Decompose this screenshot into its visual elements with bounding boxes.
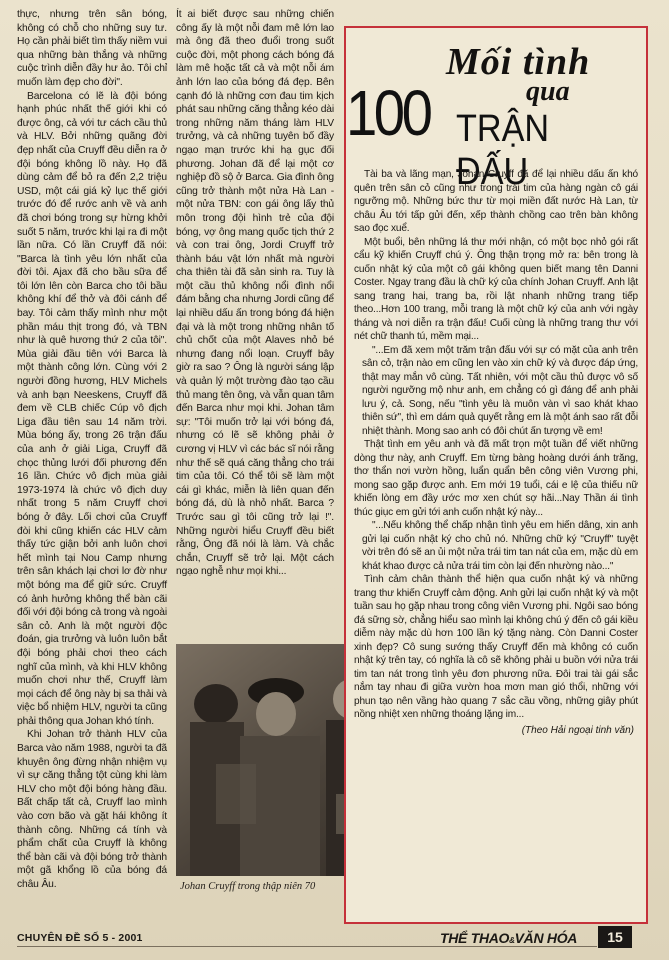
- paragraph: thực, nhưng trên sân bóng, không có chỗ cho những suy tư. Họ cần phải biết tìm thấy niềm vui qua những bàn thắng và những cuộc trình diễn đầy hư ảo. Tôi chỉ muốn làm đẹp cho đời".: [17, 9, 168, 88]
- title-word: TRẬN ĐẤU: [456, 108, 550, 193]
- title-line-2: qua: [526, 76, 570, 107]
- paragraph: "...Nếu không thể chấp nhận tình yêu em hiến dâng, xin anh gửi lại cuốn nhật ký cho chủ nó. Những chữ ký "Cruyff" tuyệt vời trên đó sẽ an ủi một nửa trái tim tan nát của em, mặc dù em khát khao được cả nửa trái tim còn lại đến nhường nào...": [362, 520, 638, 572]
- page-footer: [0, 924, 669, 954]
- paragraph: Một buổi, bên những lá thư mới nhận, có một bọc nhỏ gói rất cẩu kỹ khiến Cruyff chú ý. Ông thận trọng mở ra: bên trong là cuốn nhật ký của một cô gái không quen biết mang tên Danni Coster. Ngay trang đầu là chữ ký của chính Johan Cruyff. Anh lật sang trang hai, trang ba, rồi lật nhanh những trang tiếp theo...Hơn 100 trang, mỗi trang là một chữ ký của anh với ngày tháng và nơi diễn ra trận đấu! Cuối cùng là những trang thư với nét chữ thanh tú, mềm mại...: [354, 236, 638, 342]
- paragraph: "...Em đã xem một trăm trận đấu với sự có mặt của anh trên sân cỏ, trận nào em cũng len vào xin chữ ký và được đáp ứng, thật may mắn vô cùng. Tất nhiên, với một cầu thủ được vô số người ngưỡng mộ như anh, em chẳng có gì đáng để anh phải lưu ý, cả. Song, nếu "tình yêu là muôn vàn vì sao khát khao thiên sứ", thì em dám quả quyết rằng em là một ánh sao rất đỗi nhiệt thành. Mong sao anh có đôi chút ấn tượng về em!: [362, 344, 638, 437]
- paragraph: Tài ba và lãng mạn, Johan Cruyff đã để lại nhiều dấu ấn khó quên trên sân cỏ cũng như trong trái tim của hàng ngàn cô gái ngưỡng mộ. Những bức thư từ mọi miền đất nước Hà Lan, từ châu Âu tới tấp gửi đến, xếp thành chồng cao trên bàn không sao đọc xuể.: [354, 169, 638, 234]
- photo-caption: Johan Cruyff trong thập niên 70: [180, 881, 316, 892]
- paragraph: Thật tình em yêu anh và đã mất trọn một tuần để viết những dòng thư này, anh Cruyff. Em từng bàng hoàng dưới ánh trăng, thơ thẩn nơi vườn hồng, luẩn quẩn bên công viên Vương phi, mong sao gặp được anh. Em mới 19 tuổi, cái e lệ của thiếu nữ khiến lòng em đầy ước mơ xen chút sợ hãi...Nay Thần ái tình thúc giục em gửi tới anh cuốn nhật ký này...: [354, 439, 638, 518]
- issue-label: CHUYÊN ĐỀ SỐ 5 - 2001: [17, 932, 143, 944]
- paragraph: Barcelona có lẽ là đội bóng hạnh phúc nhất thế giới khi có được ông, cả với tư cách cầu thủ và HLV. Bởi những quãng đời đẹp nhất của Cruyff đều diễn ra ở đội bóng không lồ này. Họ đã dùng cảm để bỏ ra đến 2,2 triệu USD, một cái giá kỷ lục thế giới trước đó để rước anh về và anh đã chơi bóng trong sự hừng khởi suốt 5 năm, trước khi lại ra đi một lần nữa. Có lần Cruyff đã nói: "Barca là tình yêu lớn nhất của đời tôi. Ajax đã cho bầu sữa để tôi lớn lên còn Barca cho tôi bầu không khí để thở và đôi cánh để bay. Tôi cảm thấy mình như một phần máu thịt trong đó, và TBN như là quê hương thứ 2 của tôi". Mùa giải đầu tiên với Barca là một thành công lớn. Cùng với 2 người đồng hương, HLV Michels và anh bạn Neeskens, Cruyff đã đem về CLB chiếc Cúp vô địch Liga đầu tiên sau 14 năm trời. Mùa bóng ấy, trong 26 trận đấu của anh ở giải Liga, Cruyff đã chọc thủng lưới đối phương đến 16 lần. Chức vô địch mùa giải 1973-1974 là chức vô địch duy nhất trong 5 năm Cruyff chơi bóng ở đây. Lối chơi của Cruyff đòi khi cũng khiến các HLV cảm thấy tức giận bởi anh luôn chơi hết mình tại Nou Camp nhưng trên sân khách lại chơi lơ đờ như một bóng ma để giữ sức. Cruyff có ảnh hưởng không thể bàn cãi đối với đội bóng cả trong và ngoài sân cỏ. Anh là một người độc đoán, gia trưởng và luôn luôn bắt đội bóng phải chơi theo cách nghĩ của mình, và khi HLV không muốn chơi như thế, Cruyff làm mọi cách để ông này bị sa thải và việc bổ nhiệm HLV, người ta cũng phải thông qua Johan khó tính.: [17, 90, 167, 727]
- page-number: 15: [598, 926, 632, 948]
- paragraph: Khi Johan trở thành HLV của Barca vào năm 1988, người ta đã khuyên ông đừng nhận nhiệm vụ vì sự căng thẳng tột cùng khi làm HLV cho một đội bóng hàng đầu. Bất chấp tất cả, Cruyff lao mình vào cơn bão và gặt hái không ít thành công. Những cá tính và phẩm chất của Cruyff là không thể bàn cãi và đội bóng trở thành một gã khổng lồ của bóng đá châu Âu.: [17, 729, 167, 890]
- article-box: [344, 26, 648, 924]
- article-source: (Theo Hải ngoại tinh văn): [521, 724, 634, 736]
- title-line-1: Mối tình: [446, 41, 591, 83]
- article-title: [346, 28, 646, 193]
- article-body: [354, 168, 638, 737]
- paragraph: Tình cảm chân thành thể hiện qua cuốn nhật ký và những trang thư khiến Cruyff cảm động. Anh gửi lại cuốn nhật ký và một tuần sau họ gặp nhau trong công viên Vương phi. Ngôi sao bóng đá sững sờ, chẳng hiểu sao mình lại không chú ý đến cô gái kiều diễm này mặc dù hơn 100 lần ký tặng nàng. Còn Danni Coster xinh đẹp? Cô sung sướng thấy Cruyff đến mà không có cuốn nhật ký trên tay, có nghĩa là cô sẽ không phải u buồn với nửa trái tim tan nát trong tình yêu đơn phương nữa. Đôi trai tài gái sắc nắm tay nhau đi giữa vườn hoa mơn man gió thổi, những với phun tạo nên vầng hào quang 7 sắc cầu vồng, những giây phút nồng nhiệt xen những thoáng lặng im...: [354, 574, 638, 720]
- title-number: 100: [346, 77, 430, 149]
- text-column-left: [17, 8, 167, 892]
- text-column-middle: [176, 8, 334, 579]
- footer-divider: [17, 946, 597, 947]
- magazine-brand: THỂ THAO&VĂN HÓA: [440, 930, 578, 946]
- paragraph: Ít ai biết được sau những chiến công ấy là một nỗi đam mê lớn lao mà ông đã theo đuổi trong suốt cuộc đời, một phong cách bóng đá làm mê hoặc tất cả và một nỗi ám ảnh lớn lao của bóng đá đẹp. Bên cạnh đó là những cơn đau tim kịch phát sau những căng thẳng kéo dài trong những năm tháng làm HLV trưởng, và cả những tuyên bố đầy ngạo mạn trước khi hạ gục đối phương. Johan đã để lại một cơ nghiệp đồ sộ ở Barca. Gia đình ông cũng trở thành một nửa Hà Lan - một nửa TBN: con gái ông lấy thủ môn trong đội hình trẻ của đội bóng, vợ ông mang quốc tịch thứ 2 và con trai ông, Jordi Cruyff trở thành báu vật lớn nhất mà người cha thiên tài đã sản sinh ra. Tuy là một cầu thủ không nổi đình nổi đám bằng cha nhưng Jordi cũng để lại nhiều dấu ấn trong bóng đá hiện đại và là một trong những nhân tố chủ chốt của một Alaves nhỏ bé nhưng đang nổi loạn. Cruyff bây giờ ra sao ? Ông là người sáng lập và quản lý một trường đào tạo cầu thủ mang tên ông, và vẫn quan tâm đến Barca như mọi khi. Johan tâm sự: "Tôi muốn trở lại với bóng đá, nhưng có lẽ sẽ không phải ở cương vị HLV vì các bác sĩ nói rằng như thế sẽ quá căng thẳng cho trái tim của tôi. Có thể tôi sẽ làm một cái gì khác, miễn là liên quan đến bóng đá, dù là nhỏ nhất. Barca ? Trước sau gì tôi cũng trở lại !". Những người hiểu Cruyff đều biết rằng, Ông đã nói là làm. Và chắc chắn, Cruyff sẽ trở lại. Một cách ngạo nghễ như mọi khi...: [176, 9, 334, 578]
